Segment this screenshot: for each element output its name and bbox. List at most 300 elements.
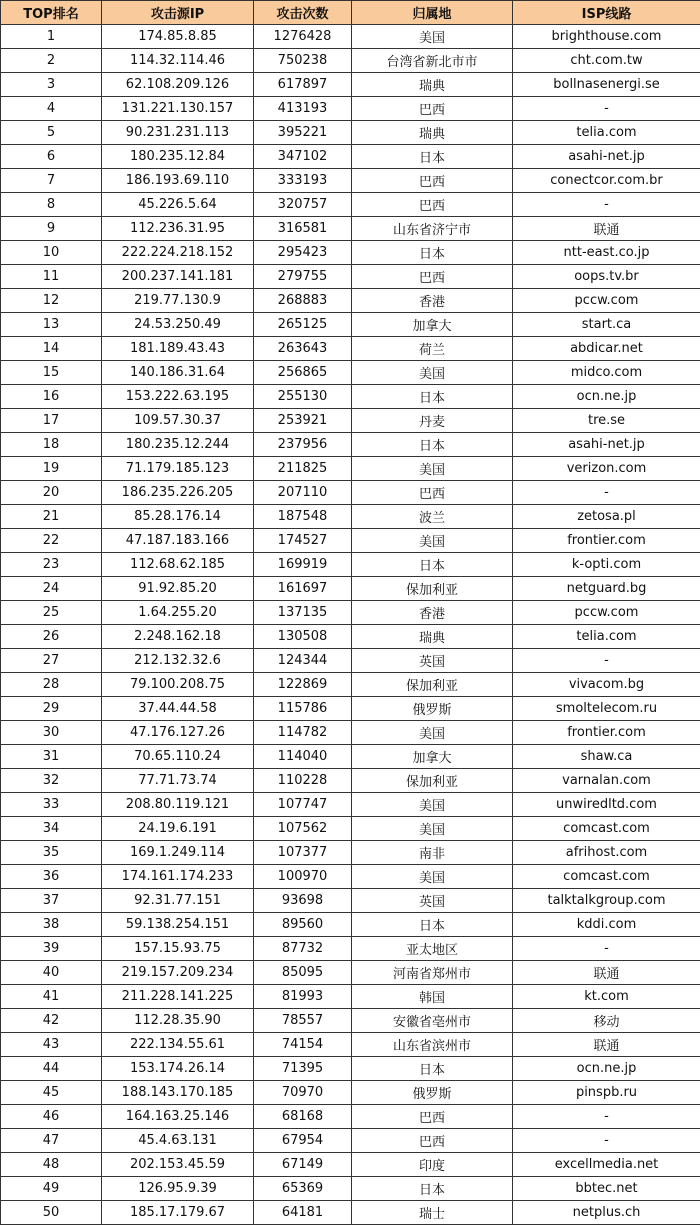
isp-cell: afrihost.com (513, 841, 700, 865)
location-cell: 英国 (352, 889, 513, 913)
table-row (1, 745, 700, 769)
rank-cell: 3 (1, 73, 102, 97)
table-row (1, 409, 700, 433)
attack-count-cell: 268883 (254, 289, 352, 313)
table-row (1, 265, 700, 289)
source-ip-cell: 164.163.25.146 (102, 1105, 254, 1129)
header-location: 归属地 (352, 1, 513, 25)
isp-cell: oops.tv.br (513, 265, 700, 289)
attack-count-cell: 67954 (254, 1129, 352, 1153)
source-ip-cell: 92.31.77.151 (102, 889, 254, 913)
attack-count-cell: 207110 (254, 481, 352, 505)
location-cell: 美国 (352, 457, 513, 481)
location-cell: 巴西 (352, 265, 513, 289)
attack-count-cell: 137135 (254, 601, 352, 625)
isp-cell: talktalkgroup.com (513, 889, 700, 913)
source-ip-cell: 219.77.130.9 (102, 289, 254, 313)
source-ip-cell: 59.138.254.151 (102, 913, 254, 937)
isp-cell: - (513, 649, 700, 673)
table-row (1, 217, 700, 241)
rank-cell: 38 (1, 913, 102, 937)
source-ip-cell: 91.92.85.20 (102, 577, 254, 601)
rank-cell: 18 (1, 433, 102, 457)
source-ip-cell: 114.32.114.46 (102, 49, 254, 73)
source-ip-cell: 222.134.55.61 (102, 1033, 254, 1057)
isp-cell: tre.se (513, 409, 700, 433)
attack-count-cell: 316581 (254, 217, 352, 241)
location-cell: 山东省济宁市 (352, 217, 513, 241)
attack-count-cell: 81993 (254, 985, 352, 1009)
attack-count-cell: 114040 (254, 745, 352, 769)
rank-cell: 26 (1, 625, 102, 649)
isp-cell: telia.com (513, 121, 700, 145)
isp-cell: varnalan.com (513, 769, 700, 793)
attack-count-cell: 237956 (254, 433, 352, 457)
table-row (1, 241, 700, 265)
rank-cell: 40 (1, 961, 102, 985)
rank-cell: 1 (1, 25, 102, 49)
location-cell: 美国 (352, 25, 513, 49)
source-ip-cell: 208.80.119.121 (102, 793, 254, 817)
source-ip-cell: 186.235.226.205 (102, 481, 254, 505)
rank-cell: 11 (1, 265, 102, 289)
table-row (1, 457, 700, 481)
source-ip-cell: 180.235.12.84 (102, 145, 254, 169)
rank-cell: 28 (1, 673, 102, 697)
table-row (1, 313, 700, 337)
table-row (1, 337, 700, 361)
rank-cell: 19 (1, 457, 102, 481)
attack-count-cell: 256865 (254, 361, 352, 385)
isp-cell: abdicar.net (513, 337, 700, 361)
source-ip-cell: 202.153.45.59 (102, 1153, 254, 1177)
rank-cell: 15 (1, 361, 102, 385)
rank-cell: 22 (1, 529, 102, 553)
rank-cell: 43 (1, 1033, 102, 1057)
table-row (1, 97, 700, 121)
location-cell: 保加利亚 (352, 769, 513, 793)
rank-cell: 10 (1, 241, 102, 265)
source-ip-cell: 153.174.26.14 (102, 1057, 254, 1081)
isp-cell: conectcor.com.br (513, 169, 700, 193)
location-cell: 台湾省新北市市 (352, 49, 513, 73)
location-cell: 日本 (352, 1057, 513, 1081)
rank-cell: 44 (1, 1057, 102, 1081)
location-cell: 巴西 (352, 193, 513, 217)
table-row (1, 433, 700, 457)
table-row (1, 913, 700, 937)
table-row (1, 625, 700, 649)
header-rank: TOP排名 (1, 1, 102, 25)
rank-cell: 29 (1, 697, 102, 721)
source-ip-cell: 71.179.185.123 (102, 457, 254, 481)
table-row (1, 769, 700, 793)
isp-cell: - (513, 1105, 700, 1129)
table-row (1, 793, 700, 817)
isp-cell: - (513, 193, 700, 217)
isp-cell: cht.com.tw (513, 49, 700, 73)
rank-cell: 8 (1, 193, 102, 217)
attack-count-cell: 87732 (254, 937, 352, 961)
location-cell: 日本 (352, 553, 513, 577)
header-source-ip: 攻击源IP (102, 1, 254, 25)
source-ip-cell: 85.28.176.14 (102, 505, 254, 529)
location-cell: 保加利亚 (352, 577, 513, 601)
isp-cell: 联通 (513, 961, 700, 985)
location-cell: 香港 (352, 289, 513, 313)
rank-cell: 34 (1, 817, 102, 841)
attack-count-cell: 89560 (254, 913, 352, 937)
rank-cell: 4 (1, 97, 102, 121)
table-row (1, 841, 700, 865)
isp-cell: smoltelecom.ru (513, 697, 700, 721)
isp-cell: ntt-east.co.jp (513, 241, 700, 265)
table-row (1, 145, 700, 169)
attack-count-cell: 85095 (254, 961, 352, 985)
isp-cell: netplus.ch (513, 1201, 700, 1225)
location-cell: 瑞典 (352, 625, 513, 649)
table-row (1, 25, 700, 49)
rank-cell: 12 (1, 289, 102, 313)
table-row (1, 1153, 700, 1177)
attack-count-cell: 395221 (254, 121, 352, 145)
location-cell: 巴西 (352, 1105, 513, 1129)
table-row (1, 889, 700, 913)
location-cell: 英国 (352, 649, 513, 673)
attack-count-cell: 333193 (254, 169, 352, 193)
table-row (1, 577, 700, 601)
attack-count-cell: 295423 (254, 241, 352, 265)
rank-cell: 48 (1, 1153, 102, 1177)
location-cell: 荷兰 (352, 337, 513, 361)
table-row (1, 553, 700, 577)
location-cell: 美国 (352, 721, 513, 745)
location-cell: 瑞典 (352, 121, 513, 145)
source-ip-cell: 62.108.209.126 (102, 73, 254, 97)
source-ip-cell: 24.53.250.49 (102, 313, 254, 337)
source-ip-cell: 79.100.208.75 (102, 673, 254, 697)
attack-count-cell: 255130 (254, 385, 352, 409)
isp-cell: - (513, 937, 700, 961)
rank-cell: 9 (1, 217, 102, 241)
location-cell: 保加利亚 (352, 673, 513, 697)
rank-cell: 46 (1, 1105, 102, 1129)
location-cell: 印度 (352, 1153, 513, 1177)
source-ip-cell: 186.193.69.110 (102, 169, 254, 193)
location-cell: 安徽省亳州市 (352, 1009, 513, 1033)
source-ip-cell: 174.85.8.85 (102, 25, 254, 49)
source-ip-cell: 222.224.218.152 (102, 241, 254, 265)
location-cell: 波兰 (352, 505, 513, 529)
isp-cell: - (513, 1129, 700, 1153)
rank-cell: 42 (1, 1009, 102, 1033)
table-row (1, 361, 700, 385)
rank-cell: 27 (1, 649, 102, 673)
isp-cell: zetosa.pl (513, 505, 700, 529)
table-row (1, 673, 700, 697)
attack-count-cell: 115786 (254, 697, 352, 721)
rank-cell: 13 (1, 313, 102, 337)
location-cell: 日本 (352, 385, 513, 409)
source-ip-cell: 70.65.110.24 (102, 745, 254, 769)
rank-cell: 33 (1, 793, 102, 817)
isp-cell: shaw.ca (513, 745, 700, 769)
source-ip-cell: 77.71.73.74 (102, 769, 254, 793)
isp-cell: telia.com (513, 625, 700, 649)
source-ip-cell: 112.236.31.95 (102, 217, 254, 241)
table-row (1, 385, 700, 409)
rank-cell: 41 (1, 985, 102, 1009)
rank-cell: 21 (1, 505, 102, 529)
attack-count-cell: 187548 (254, 505, 352, 529)
rank-cell: 47 (1, 1129, 102, 1153)
table-row (1, 1129, 700, 1153)
location-cell: 巴西 (352, 169, 513, 193)
source-ip-cell: 47.176.127.26 (102, 721, 254, 745)
table-header-row (1, 1, 700, 25)
location-cell: 日本 (352, 913, 513, 937)
header-isp: ISP线路 (513, 1, 700, 25)
isp-cell: bbtec.net (513, 1177, 700, 1201)
attack-count-cell: 107377 (254, 841, 352, 865)
table-row (1, 505, 700, 529)
isp-cell: midco.com (513, 361, 700, 385)
source-ip-cell: 181.189.43.43 (102, 337, 254, 361)
table-row (1, 529, 700, 553)
attack-count-cell: 263643 (254, 337, 352, 361)
rank-cell: 2 (1, 49, 102, 73)
rank-cell: 24 (1, 577, 102, 601)
rank-cell: 7 (1, 169, 102, 193)
isp-cell: comcast.com (513, 817, 700, 841)
rank-cell: 50 (1, 1201, 102, 1225)
location-cell: 巴西 (352, 97, 513, 121)
location-cell: 日本 (352, 1177, 513, 1201)
table-row (1, 1081, 700, 1105)
attack-count-cell: 110228 (254, 769, 352, 793)
rank-cell: 23 (1, 553, 102, 577)
location-cell: 南非 (352, 841, 513, 865)
attack-count-cell: 130508 (254, 625, 352, 649)
isp-cell: start.ca (513, 313, 700, 337)
location-cell: 美国 (352, 817, 513, 841)
isp-cell: kddi.com (513, 913, 700, 937)
attack-count-cell: 122869 (254, 673, 352, 697)
isp-cell: pinspb.ru (513, 1081, 700, 1105)
source-ip-cell: 169.1.249.114 (102, 841, 254, 865)
isp-cell: ocn.ne.jp (513, 385, 700, 409)
source-ip-cell: 112.68.62.185 (102, 553, 254, 577)
isp-cell: excellmedia.net (513, 1153, 700, 1177)
source-ip-cell: 24.19.6.191 (102, 817, 254, 841)
location-cell: 美国 (352, 361, 513, 385)
attack-count-cell: 174527 (254, 529, 352, 553)
isp-cell: frontier.com (513, 721, 700, 745)
rank-cell: 5 (1, 121, 102, 145)
isp-cell: - (513, 481, 700, 505)
location-cell: 日本 (352, 241, 513, 265)
location-cell: 亚太地区 (352, 937, 513, 961)
table-row (1, 73, 700, 97)
source-ip-cell: 174.161.174.233 (102, 865, 254, 889)
source-ip-cell: 157.15.93.75 (102, 937, 254, 961)
isp-cell: kt.com (513, 985, 700, 1009)
attack-count-cell: 750238 (254, 49, 352, 73)
location-cell: 瑞士 (352, 1201, 513, 1225)
isp-cell: ocn.ne.jp (513, 1057, 700, 1081)
source-ip-cell: 109.57.30.37 (102, 409, 254, 433)
location-cell: 加拿大 (352, 745, 513, 769)
rank-cell: 32 (1, 769, 102, 793)
isp-cell: pccw.com (513, 289, 700, 313)
isp-cell: k-opti.com (513, 553, 700, 577)
source-ip-cell: 140.186.31.64 (102, 361, 254, 385)
location-cell: 巴西 (352, 1129, 513, 1153)
attack-count-cell: 71395 (254, 1057, 352, 1081)
attack-count-cell: 93698 (254, 889, 352, 913)
attack-count-cell: 124344 (254, 649, 352, 673)
attack-count-cell: 64181 (254, 1201, 352, 1225)
table-row (1, 1009, 700, 1033)
location-cell: 日本 (352, 433, 513, 457)
table-row (1, 49, 700, 73)
rank-cell: 20 (1, 481, 102, 505)
location-cell: 巴西 (352, 481, 513, 505)
isp-cell: 联通 (513, 1033, 700, 1057)
attack-count-cell: 74154 (254, 1033, 352, 1057)
rank-cell: 30 (1, 721, 102, 745)
attack-count-cell: 161697 (254, 577, 352, 601)
source-ip-cell: 153.222.63.195 (102, 385, 254, 409)
attack-count-cell: 169919 (254, 553, 352, 577)
attack-count-cell: 68168 (254, 1105, 352, 1129)
isp-cell: 移动 (513, 1009, 700, 1033)
table-row (1, 169, 700, 193)
table-row (1, 649, 700, 673)
table-row (1, 601, 700, 625)
source-ip-cell: 219.157.209.234 (102, 961, 254, 985)
source-ip-cell: 45.4.63.131 (102, 1129, 254, 1153)
rank-cell: 35 (1, 841, 102, 865)
location-cell: 美国 (352, 865, 513, 889)
source-ip-cell: 185.17.179.67 (102, 1201, 254, 1225)
table-row (1, 961, 700, 985)
source-ip-cell: 2.248.162.18 (102, 625, 254, 649)
location-cell: 俄罗斯 (352, 697, 513, 721)
attack-count-cell: 253921 (254, 409, 352, 433)
source-ip-cell: 90.231.231.113 (102, 121, 254, 145)
attack-count-cell: 211825 (254, 457, 352, 481)
source-ip-cell: 47.187.183.166 (102, 529, 254, 553)
location-cell: 日本 (352, 145, 513, 169)
source-ip-cell: 180.235.12.244 (102, 433, 254, 457)
table-row (1, 697, 700, 721)
source-ip-cell: 200.237.141.181 (102, 265, 254, 289)
table-row (1, 193, 700, 217)
attack-count-cell: 617897 (254, 73, 352, 97)
table-row (1, 1201, 700, 1225)
rank-cell: 16 (1, 385, 102, 409)
table-row (1, 1033, 700, 1057)
attack-count-cell: 65369 (254, 1177, 352, 1201)
isp-cell: asahi-net.jp (513, 433, 700, 457)
table-row (1, 481, 700, 505)
rank-cell: 45 (1, 1081, 102, 1105)
source-ip-cell: 212.132.32.6 (102, 649, 254, 673)
attack-count-cell: 1276428 (254, 25, 352, 49)
table-row (1, 817, 700, 841)
isp-cell: asahi-net.jp (513, 145, 700, 169)
location-cell: 俄罗斯 (352, 1081, 513, 1105)
source-ip-cell: 1.64.255.20 (102, 601, 254, 625)
header-attack-count: 攻击次数 (254, 1, 352, 25)
isp-cell: comcast.com (513, 865, 700, 889)
attack-count-cell: 279755 (254, 265, 352, 289)
isp-cell: brighthouse.com (513, 25, 700, 49)
source-ip-cell: 188.143.170.185 (102, 1081, 254, 1105)
rank-cell: 49 (1, 1177, 102, 1201)
location-cell: 美国 (352, 793, 513, 817)
location-cell: 河南省郑州市 (352, 961, 513, 985)
table-row (1, 865, 700, 889)
rank-cell: 25 (1, 601, 102, 625)
rank-cell: 36 (1, 865, 102, 889)
rank-cell: 17 (1, 409, 102, 433)
attack-count-cell: 107747 (254, 793, 352, 817)
attack-count-cell: 107562 (254, 817, 352, 841)
rank-cell: 31 (1, 745, 102, 769)
attack-count-cell: 320757 (254, 193, 352, 217)
isp-cell: pccw.com (513, 601, 700, 625)
attack-count-cell: 114782 (254, 721, 352, 745)
attack-count-cell: 265125 (254, 313, 352, 337)
rank-cell: 39 (1, 937, 102, 961)
table-row (1, 721, 700, 745)
source-ip-cell: 112.28.35.90 (102, 1009, 254, 1033)
location-cell: 山东省滨州市 (352, 1033, 513, 1057)
rank-cell: 37 (1, 889, 102, 913)
isp-cell: - (513, 97, 700, 121)
attack-count-cell: 78557 (254, 1009, 352, 1033)
location-cell: 美国 (352, 529, 513, 553)
table-row (1, 289, 700, 313)
location-cell: 丹麦 (352, 409, 513, 433)
location-cell: 韩国 (352, 985, 513, 1009)
attack-count-cell: 100970 (254, 865, 352, 889)
location-cell: 加拿大 (352, 313, 513, 337)
location-cell: 香港 (352, 601, 513, 625)
attack-count-cell: 70970 (254, 1081, 352, 1105)
rank-cell: 14 (1, 337, 102, 361)
attack-count-cell: 67149 (254, 1153, 352, 1177)
attack-count-cell: 413193 (254, 97, 352, 121)
source-ip-cell: 37.44.44.58 (102, 697, 254, 721)
source-ip-cell: 126.95.9.39 (102, 1177, 254, 1201)
table-row (1, 985, 700, 1009)
table-row (1, 121, 700, 145)
isp-cell: vivacom.bg (513, 673, 700, 697)
isp-cell: verizon.com (513, 457, 700, 481)
source-ip-cell: 131.221.130.157 (102, 97, 254, 121)
table-row (1, 1105, 700, 1129)
table-row (1, 1057, 700, 1081)
isp-cell: netguard.bg (513, 577, 700, 601)
table-row (1, 1177, 700, 1201)
table-row (1, 937, 700, 961)
location-cell: 瑞典 (352, 73, 513, 97)
attack-count-cell: 347102 (254, 145, 352, 169)
table-body (1, 25, 700, 1225)
